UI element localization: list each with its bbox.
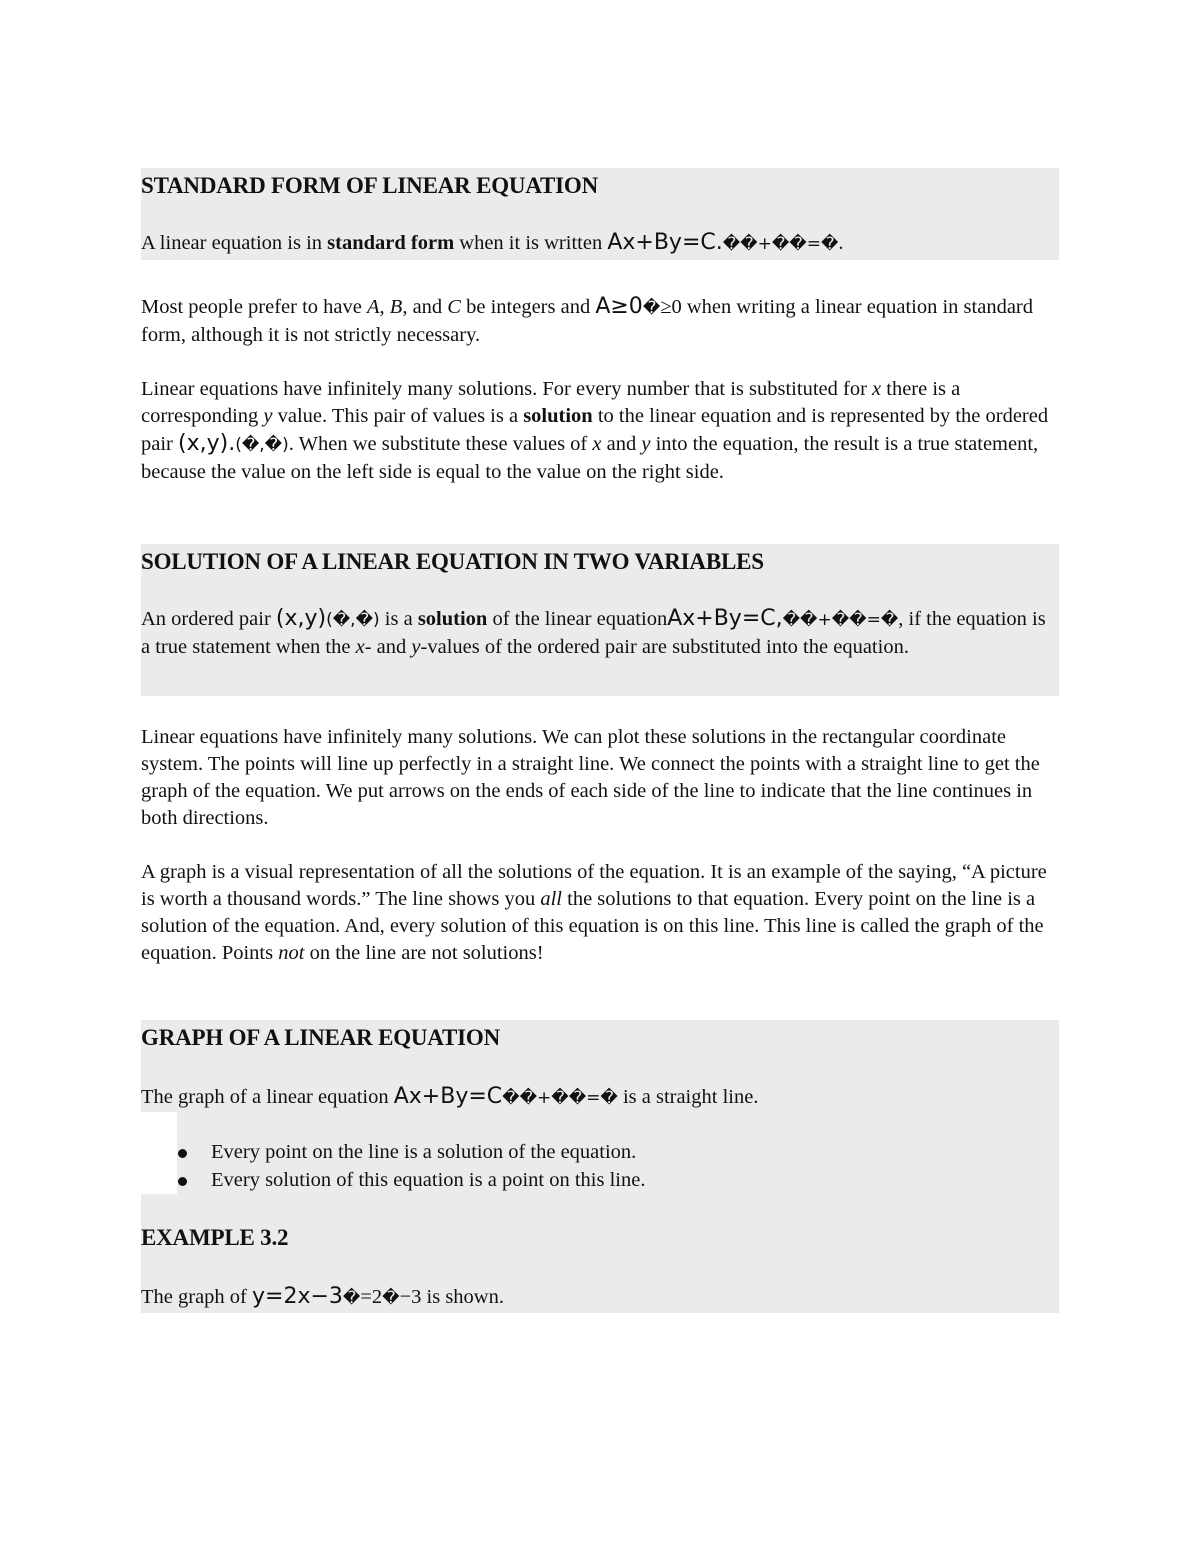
heading-solution-two-variables: SOLUTION OF A LINEAR EQUATION IN TWO VARIABLES	[141, 549, 764, 574]
heading-graph-linear-equation: GRAPH OF A LINEAR EQUATION	[141, 1025, 501, 1050]
graph-facts-list	[141, 1138, 1059, 1194]
solution-paragraphs	[141, 724, 1059, 967]
example-text: The graph of y=2x−3�=2�−3 is shown.	[141, 1284, 504, 1309]
section-standard-form	[141, 172, 1059, 258]
standard-form-definition: A linear equation is in standard form when it is written Ax+By=C.��+��=�.	[141, 230, 844, 255]
graph-definition: The graph of a linear equation Ax+By=C��+��=� is a straight line.	[141, 1084, 759, 1109]
heading-standard-form: STANDARD FORM OF LINEAR EQUATION	[141, 173, 599, 198]
ordered-pair-math: (x,y).	[178, 431, 236, 456]
integer-preference-paragraph: Most people prefer to have A, B, and C be integers and A≥0�≥0 when writing a linear equation in standard form, although it is not strictly necessary.	[141, 294, 1033, 346]
section-solution	[141, 548, 1059, 661]
list-item: Every point on the line is a solution of the equation.	[141, 1138, 1059, 1166]
equation-math: Ax+By=C.	[607, 230, 723, 255]
plot-solutions-paragraph: Linear equations have infinitely many solutions. We can plot these solutions in the rectangular coordinate system. The points will line up perfectly in a straight line. We connect the points with a straight line to get the graph of the equation. We put arrows on the ends of each side of the line to indicate that the line continues in both directions.	[141, 726, 1040, 829]
bullet-icon	[178, 1177, 187, 1186]
bullet-icon	[178, 1149, 187, 1158]
section-graph	[141, 1024, 1059, 1312]
inequality-math: A≥0	[595, 294, 643, 319]
standard-form-paragraphs	[141, 293, 1059, 486]
list-item: Every solution of this equation is a point on this line.	[141, 1166, 1059, 1194]
heading-example-3-2: EXAMPLE 3.2	[141, 1225, 289, 1250]
graph-representation-paragraph: A graph is a visual representation of all the solutions of the equation. It is an example of the saying, “A picture is worth a thousand words.” The line shows you all the solutions to that equation. Every point on the line is a solution of the equation. And, every solution of this equation is on this line. This line is called the graph of the equation. Points not on the line are not solutions!	[141, 861, 1047, 964]
garbled-equation: ��+��=�	[722, 234, 839, 254]
solutions-paragraph: Linear equations have infinitely many solutions. For every number that is substituted for x there is a corresponding y value. This pair of values is a solution to the linear equation and is represented by the ordered pair (x,y).(�,�). When we substitute these values of x and y into the equation, the result is a true statement, because the value on the left side is equal to the value on the right side.	[141, 378, 1049, 483]
solution-definition: An ordered pair (x,y)(�,�) is a solution of the linear equationAx+By=C,��+��=�, if the equation is a true statement when the x- and y-values of the ordered pair are substituted into the equation.	[141, 606, 1046, 658]
